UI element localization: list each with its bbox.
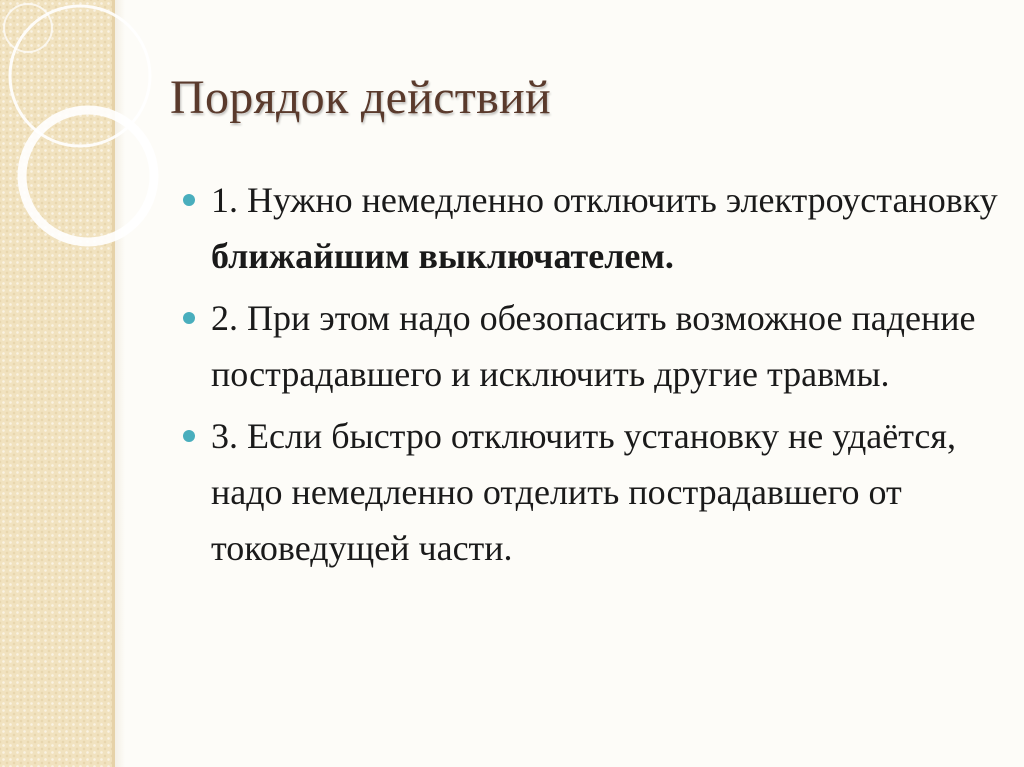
bullet-list xyxy=(183,172,1003,582)
bullet-marker-icon xyxy=(183,312,195,324)
bullet-marker-icon xyxy=(183,430,195,442)
slide-title: Порядок действий xyxy=(170,71,552,124)
ring-medium xyxy=(22,110,154,242)
bullet-2-text: 2. При этом надо обезопасить возможное падение пострадавшего и исключить другие травмы. xyxy=(211,298,976,394)
bullet-1-text: 1. Нужно немедленно отключить электроустановку xyxy=(211,180,998,220)
bullet-item-2 xyxy=(183,290,1003,402)
bullet-1-bold-text: ближайшим выключателем. xyxy=(211,236,674,276)
bullet-item-1 xyxy=(183,172,1003,284)
bullet-marker-icon xyxy=(183,194,195,206)
bullet-item-3 xyxy=(183,408,1003,576)
bullet-3-text: 3. Если быстро отключить установку не удаётся, надо немедленно отделить пострадавшего от токоведущей части. xyxy=(211,416,956,568)
